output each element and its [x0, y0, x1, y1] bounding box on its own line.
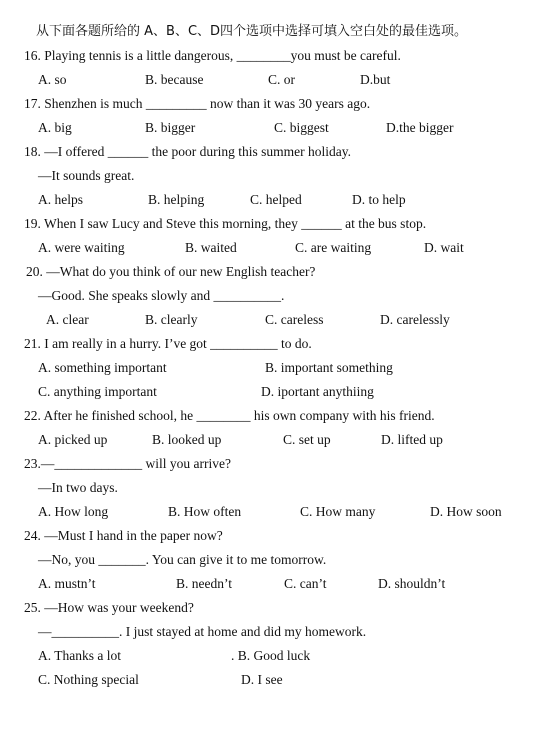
q23-option-a: A. How long [38, 504, 109, 519]
question-20-stem: 20. —What do you think of our new English teacher? [26, 264, 316, 279]
q25-option-c: C. Nothing special [38, 672, 139, 687]
q17-option-c: C. biggest [274, 120, 329, 135]
q19-option-b: B. waited [185, 240, 237, 255]
q17-option-d: D.the bigger [386, 120, 454, 135]
q16-option-a: A. so [38, 72, 67, 87]
q24-option-c: C. can’t [284, 576, 327, 591]
q17-option-b: B. bigger [145, 120, 196, 135]
q23-option-c: C. How many [300, 504, 376, 519]
q16-option-b: B. because [145, 72, 204, 87]
q23-option-b: B. How often [168, 504, 242, 519]
q25-option-a: A. Thanks a lot [38, 648, 121, 663]
q24-option-a: A. mustn’t [38, 576, 96, 591]
q22-option-d: D. lifted up [381, 432, 443, 447]
q16-option-c: C. or [268, 72, 295, 87]
q18-option-a: A. helps [38, 192, 83, 207]
q21-option-c: C. anything important [38, 384, 157, 399]
q19-option-a: A. were waiting [38, 240, 125, 255]
q21-option-a: A. something important [38, 360, 167, 375]
q20-option-a: A. clear [46, 312, 89, 327]
q18-option-c: C. helped [250, 192, 302, 207]
question-25-reply: —__________. I just stayed at home and did my homework. [38, 624, 367, 639]
q21-option-d: D. iportant anythiing [261, 384, 374, 399]
question-23-stem: 23.—_____________ will you arrive? [24, 456, 231, 471]
question-25-stem: 25. —How was your weekend? [24, 600, 194, 615]
q22-option-a: A. picked up [38, 432, 108, 447]
q22-option-b: B. looked up [152, 432, 222, 447]
question-23-reply: —In two days. [38, 480, 118, 495]
q16-option-d: D.but [360, 72, 391, 87]
q18-option-b: B. helping [148, 192, 205, 207]
q19-option-d: D. wait [424, 240, 464, 255]
q19-option-c: C. are waiting [295, 240, 372, 255]
instruction-text: 从下面各题所给的 A、B、C、D四个选项中选择可填入空白处的最佳选项。 [36, 24, 468, 39]
q22-option-c: C. set up [283, 432, 331, 447]
q18-option-d: D. to help [352, 192, 406, 207]
q24-option-d: D. shouldn’t [378, 576, 446, 591]
question-20-reply: —Good. She speaks slowly and __________. [38, 288, 285, 303]
question-18-stem: 18. —I offered ______ the poor during this summer holiday. [24, 144, 351, 159]
q20-option-d: D. carelessly [380, 312, 450, 327]
question-22-stem: 22. After he finished school, he ________ his own company with his friend. [24, 408, 435, 423]
q24-option-b: B. needn’t [176, 576, 232, 591]
question-17-stem: 17. Shenzhen is much _________ now than it was 30 years ago. [24, 96, 371, 111]
question-24-reply: —No, you _______. You can give it to me tomorrow. [38, 552, 327, 567]
question-18-reply: —It sounds great. [38, 168, 135, 183]
question-24-stem: 24. —Must I hand in the paper now? [24, 528, 223, 543]
question-19-stem: 19. When I saw Lucy and Steve this morning, they ______ at the bus stop. [24, 216, 427, 231]
q23-option-d: D. How soon [430, 504, 502, 519]
q20-option-c: C. careless [265, 312, 324, 327]
question-21-stem: 21. I am really in a hurry. I’ve got __________ to do. [24, 336, 312, 351]
q20-option-b: B. clearly [145, 312, 198, 327]
q17-option-a: A. big [38, 120, 72, 135]
question-16-stem: 16. Playing tennis is a little dangerous, ________you must be careful. [24, 48, 401, 63]
q21-option-b: B. important something [265, 360, 393, 375]
q25-option-d: D. I see [241, 672, 283, 687]
q25-option-b: . B. Good luck [231, 648, 311, 663]
